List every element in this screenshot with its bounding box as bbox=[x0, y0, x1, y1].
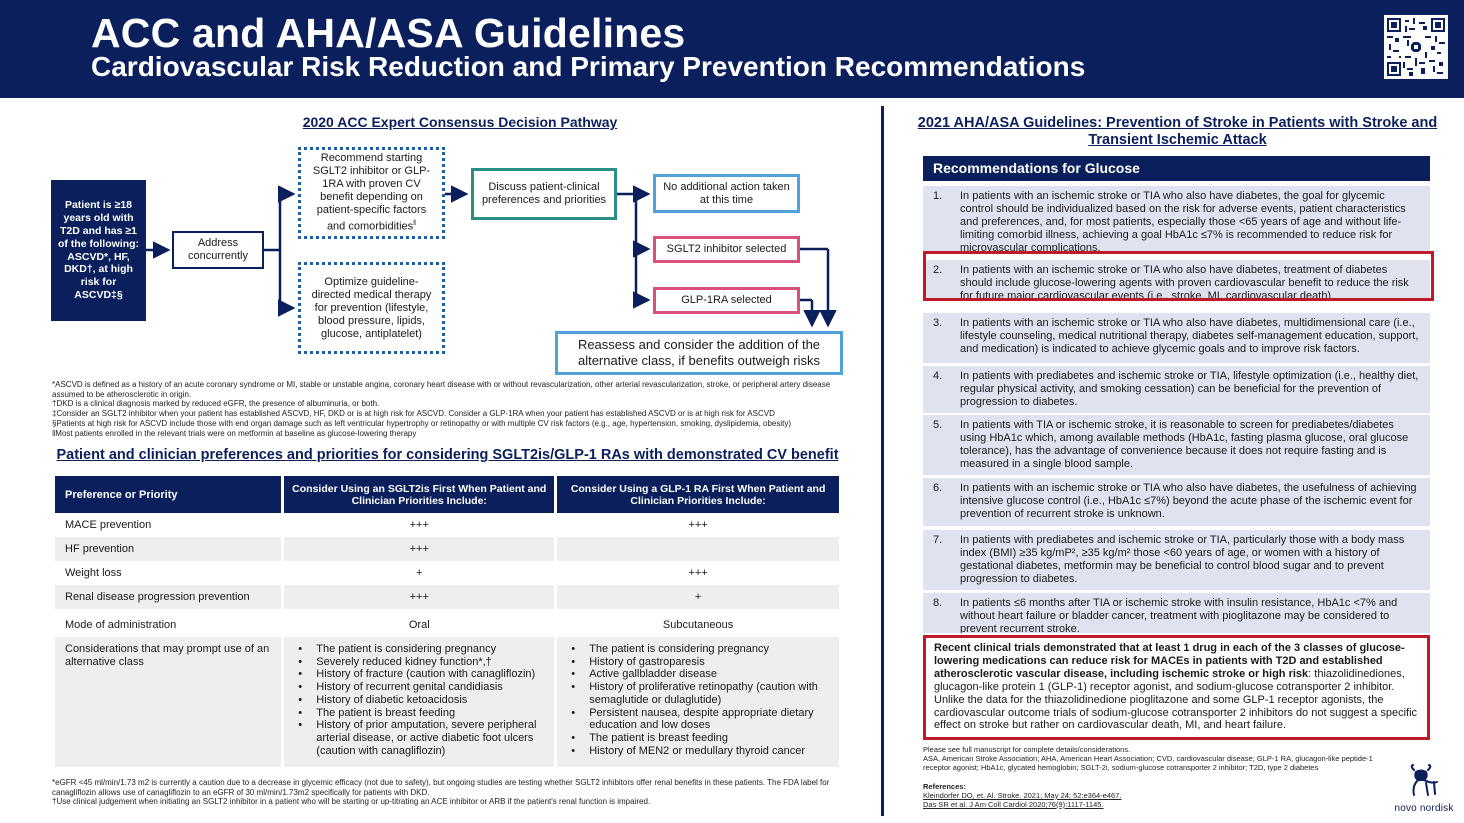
reference-link[interactable]: Kleindorfer DO, et. Al. Stroke. 2021; May 24; 52:e364-e467. bbox=[923, 791, 1122, 800]
table-footnotes bbox=[52, 778, 842, 807]
table-row bbox=[55, 513, 839, 537]
patient-criteria-box: Patient is ≥18 years old with T2D and has ≥1 of the following: ASCVD*, HF, DKD†, at high risk for ASCVD‡§ bbox=[51, 180, 146, 321]
rec-text: In patients with TIA or ischemic stroke, it is reasonable to screen for prediabetes/diabetes using HbA1c which, among available methods (HbA1c, fasting plasma glucose, oral glucose tolerance), has the advantage of convenience because it does not require fasting and is measured in a single blood sample. bbox=[960, 419, 1409, 470]
recommend-footnote-mark: ‖ bbox=[413, 220, 417, 228]
discuss-preferences-box: Discuss patient-clinical preferences and priorities bbox=[471, 168, 617, 220]
novo-nordisk-logo bbox=[1392, 764, 1456, 814]
references-label: References: bbox=[923, 782, 966, 791]
manuscript-note: Please see full manuscript for complete details/considerations. bbox=[923, 745, 1131, 754]
abbreviations: ASA, American Stroke Association; AHA, American Heart Association; CVD, cardiovascular disease; GLP-1 RA, glucagon-like peptide-1 receptor agonist; HbA1c, glycated hemoglobin; SGLT-2i, sodium-glucose cotransporter 2 inhibitor; T2D, type 2 diabetes bbox=[923, 754, 1373, 772]
rec-text: In patients with prediabetes and ischemic stroke or TIA, lifestyle optimization (i.e., healthy diet, regular physical activity, and smoking cessation) can be beneficial for the prevention of progression to diabetes. bbox=[960, 370, 1419, 408]
rec-number: 7. bbox=[933, 534, 943, 546]
aha-title: 2021 AHA/ASA Guidelines: Prevention of Stroke in Patients with Stroke and Transient Ischemic Attack bbox=[917, 115, 1438, 148]
sglt2-selected-box: SGLT2 inhibitor selected bbox=[653, 236, 800, 263]
glp1-selected-box: GLP-1RA selected bbox=[653, 287, 800, 314]
row-glp1-value: +++ bbox=[688, 519, 708, 531]
apis-bull-icon bbox=[1404, 764, 1444, 798]
preferences-table bbox=[52, 476, 842, 767]
row-glp1-value: +++ bbox=[688, 567, 708, 579]
rec-text: In patients with an ischemic stroke or TIA who also have diabetes, the usefulness of achieving intensive glucose control (i.e., HbA1c ≤7%) beyond the acute phase of the ischemic event for prevention of recurrent stroke is unknown. bbox=[960, 482, 1417, 520]
list-item: • The patient is considering pregnancy bbox=[294, 643, 544, 656]
footnote-ascvd: *ASCVD is defined as a history of an acute coronary syndrome or MI, stable or unstable angina, coronary heart disease with or without revascularization, other arterial revascularization, stroke, or peripheral artery disease assumed to be atherosclerotic in origin. bbox=[52, 380, 831, 399]
rec-text: In patients ≤6 months after TIA or ischemic stroke with insulin resistance, HbA1c <7% and without heart failure or bladder cancer, treatment with pioglitazone may be considered to prevent recurrent stroke. bbox=[960, 597, 1398, 633]
recommendation-7 bbox=[923, 530, 1430, 590]
page-subtitle: Cardiovascular Risk Reduction and Primary Prevention Recommendations bbox=[91, 51, 1086, 82]
logo-text: novo nordisk bbox=[1394, 803, 1454, 814]
footnote-dkd: †DKD is a clinical diagnosis marked by reduced eGFR, the presence of albuminuria, or both. bbox=[52, 399, 380, 409]
pathway-title: 2020 ACC Expert Consensus Decision Pathway bbox=[302, 114, 618, 130]
recommendation-8 bbox=[923, 593, 1430, 633]
list-item: • History of recurrent genital candidiasis bbox=[294, 681, 544, 694]
table-row bbox=[55, 585, 839, 609]
list-item: • Persistent nausea, despite appropriate dietary education and low doses bbox=[567, 707, 829, 732]
reassess-box: Reassess and consider the addition of the alternative class, if benefits outweigh risks bbox=[555, 331, 843, 375]
rec-number: 4. bbox=[933, 370, 943, 382]
row-sglt2-value: +++ bbox=[284, 537, 554, 561]
recommendation-2-highlight bbox=[923, 251, 1434, 301]
sglt2-considerations-cell bbox=[284, 637, 554, 767]
recommendation-3 bbox=[923, 313, 1430, 363]
right-notes bbox=[923, 745, 1385, 809]
row-sglt2-value: +++ bbox=[284, 585, 554, 609]
list-item: • The patient is breast feeding bbox=[294, 707, 544, 720]
header-preference: Preference or Priority bbox=[55, 476, 281, 513]
table-row-considerations bbox=[55, 637, 839, 767]
recommend-text: Recommend starting SGLT2 inhibitor or GLP-1RA with proven CV benefit depending on patient-specific factors and comorbidities bbox=[312, 152, 431, 233]
no-action-box: No additional action taken at this time bbox=[653, 174, 800, 213]
list-item: • History of proliferative retinopathy (caution with semaglutide or dulaglutide) bbox=[567, 681, 829, 706]
rec-text: In patients with an ischemic stroke or TIA who also have diabetes, the goal for glycemic control should be individualized based on the risk for adverse events, patient characteristics and preferences, and, for most patients, especially those <65 years of age and without life-limiting comorbid illness, achieving a goal HbA1c ≤7% is recommended to reduce risk for microvascular complications. bbox=[960, 190, 1406, 252]
row-label: Mode of administration bbox=[65, 619, 177, 631]
rec-number: 3. bbox=[933, 317, 943, 329]
recommend-sglt2-glp1-box bbox=[298, 147, 445, 239]
footnote-egfr: *eGFR <45 ml/min/1.73 m2 is currently a caution due to a decrease in glycemic efficacy (not due to safety), but ongoing studies are testing whether SGLT2 inhibitors offer renal benefits in these patients. The FDA label for canagliflozin allows use of canagliflozin to an eGFR of 30 ml/min/1.73m2 specifically for patients with DKD. bbox=[52, 778, 830, 797]
table-row bbox=[55, 561, 839, 585]
sglt2-considerations-list bbox=[294, 643, 544, 757]
row-label: MACE prevention bbox=[65, 519, 152, 531]
recent-trials-bold: Recent clinical trials demonstrated that at least 1 drug in each of the 3 classes of glucose-lowering medications can reduce risk for MACEs in patients with T2D and established atherosclerotic vascular disease, including ischemic stroke or high risk bbox=[934, 642, 1405, 680]
row-label: HF prevention bbox=[55, 537, 281, 561]
rec-number: 6. bbox=[933, 482, 943, 494]
row-sglt2-value: Oral bbox=[408, 619, 430, 631]
rec-number: 2. bbox=[933, 264, 943, 276]
footnote-consider: ‡Consider an SGLT2 inhibitor when your patient has established ASCVD, HF, DKD or is at high risk for ASCVD. Consider a GLP-1RA when your patient has established ASCVD or is at high risk for ASCVD bbox=[52, 409, 775, 419]
list-item: • Active gallbladder disease bbox=[567, 668, 829, 681]
rec-text: In patients with an ischemic stroke or TIA who also have diabetes, treatment of diabetes should include glucose-lowering agents with proven cardiovascular benefit to reduce the risk for future major cardiovascular events (i.e., stroke, MI, cardiovascular death). bbox=[960, 264, 1409, 301]
table-row bbox=[55, 537, 839, 561]
list-item: • History of diabetic ketoacidosis bbox=[294, 694, 544, 707]
list-item: • The patient is considering pregnancy bbox=[567, 643, 829, 656]
recommendation-6 bbox=[923, 478, 1430, 526]
recent-trials-callout bbox=[923, 635, 1430, 740]
row-sglt2-value: + bbox=[416, 567, 423, 579]
qr-code-icon[interactable] bbox=[1384, 15, 1448, 79]
footnote-metformin: ‖Most patients enrolled in the relevant trials were on metformin at baseline as glucose-lowering therapy bbox=[52, 428, 417, 438]
list-item: • Severely reduced kidney function*,† bbox=[294, 656, 544, 669]
table-header-row bbox=[55, 476, 839, 513]
row-glp1-value: Subcutaneous bbox=[662, 619, 734, 631]
recommendation-5 bbox=[923, 415, 1430, 475]
rec-number: 1. bbox=[933, 190, 943, 202]
header-sglt2: Consider Using an SGLT2is First When Patient and Clinician Priorities Include: bbox=[284, 476, 554, 513]
row-glp1-value bbox=[557, 537, 839, 561]
list-item: • The patient is breast feeding bbox=[567, 732, 829, 745]
recommendation-4 bbox=[923, 366, 1430, 413]
table-row bbox=[55, 609, 839, 637]
list-item: • History of fracture (caution with canagliflozin) bbox=[294, 668, 544, 681]
list-item: • History of gastroparesis bbox=[567, 656, 829, 669]
glucose-recommendations-header: Recommendations for Glucose bbox=[923, 156, 1430, 181]
rec-number: 8. bbox=[933, 597, 943, 609]
rec-number: 5. bbox=[933, 419, 943, 431]
list-item: • History of prior amputation, severe peripheral arterial disease, or active diabetic foot ulcers (caution with canagliflozin) bbox=[294, 719, 544, 757]
list-item: • History of MEN2 or medullary thyroid cancer bbox=[567, 745, 829, 758]
row-glp1-value: + bbox=[557, 585, 839, 609]
preferences-title: Patient and clinician preferences and priorities for considering SGLT2is/GLP-1 RAs with demonstrated CV benefit bbox=[56, 447, 839, 463]
address-concurrently-box: Address concurrently bbox=[172, 231, 264, 269]
rec-text: In patients with an ischemic stroke or TIA who also have diabetes, multidimensional care (i.e., lifestyle counseling, medical nutritional therapy, diabetes self-management education, support, and medication) is indicated to achieve glycemic goals and to improve risk factors. bbox=[960, 317, 1419, 355]
row-label: Renal disease progression prevention bbox=[55, 585, 281, 609]
row-sglt2-value: +++ bbox=[409, 519, 429, 531]
reference-link[interactable]: Das SR et al. J Am Coll Cardiol 2020;76(9):1117-1145. bbox=[923, 800, 1104, 809]
pathway-footnotes bbox=[52, 380, 842, 438]
glp1-considerations-list bbox=[567, 643, 829, 757]
row-label: Weight loss bbox=[65, 567, 122, 579]
footnote-clinical-judgement: †Use clinical judgement when initiating an SGLT2 inhibitor in a patient who will be starting or up-titrating an ACE inhibitor or ARB if the patient's renal function is impaired. bbox=[52, 797, 651, 807]
header-glp1: Consider Using a GLP-1 RA First When Patient and Clinician Priorities Include: bbox=[557, 476, 839, 513]
footnote-high-risk: §Patients at high risk for ASCVD include those with end organ damage such as left ventricular hypertrophy or retinopathy or with multiple CV risk factors (e.g., age, hypertension, smoking, dyslipidemia, obesity) bbox=[52, 418, 792, 428]
recommendation-1 bbox=[923, 186, 1430, 252]
glp1-considerations-cell bbox=[557, 637, 839, 767]
rec-text: In patients with prediabetes and ischemic stroke or TIA, particularly those with a body mass index (BMI) ≥35 kg/mP², ≥35 kg/m² those <60 years of age, or women with a history of gestational diabetes, metformin may be beneficial to control blood sugar and to prevent progression to diabetes. bbox=[960, 534, 1405, 585]
recent-trials-text: : thiazolidinediones, glucagon-like protein 1 (GLP-1) receptor agonist, and sodium-glucose cotransporter 2 inhibitor. Unlike the data for the thiazolidinedione pioglitazone and some GLP-1 receptor agonists, the cardiovascular outcome trials of sodium-glucose cotransporter 2 inhibitors do not suggest a specific effect on stroke but rather on cardiovascular death, MI, and heart failure. bbox=[934, 667, 1418, 732]
optimize-therapy-box: Optimize guideline-directed medical therapy for prevention (lifestyle, blood pressure, lipids, glucose, antiplatelet) bbox=[298, 262, 445, 354]
considerations-label: Considerations that may prompt use of an alternative class bbox=[55, 637, 281, 767]
page-title: ACC and AHA/ASA Guidelines bbox=[91, 10, 686, 56]
